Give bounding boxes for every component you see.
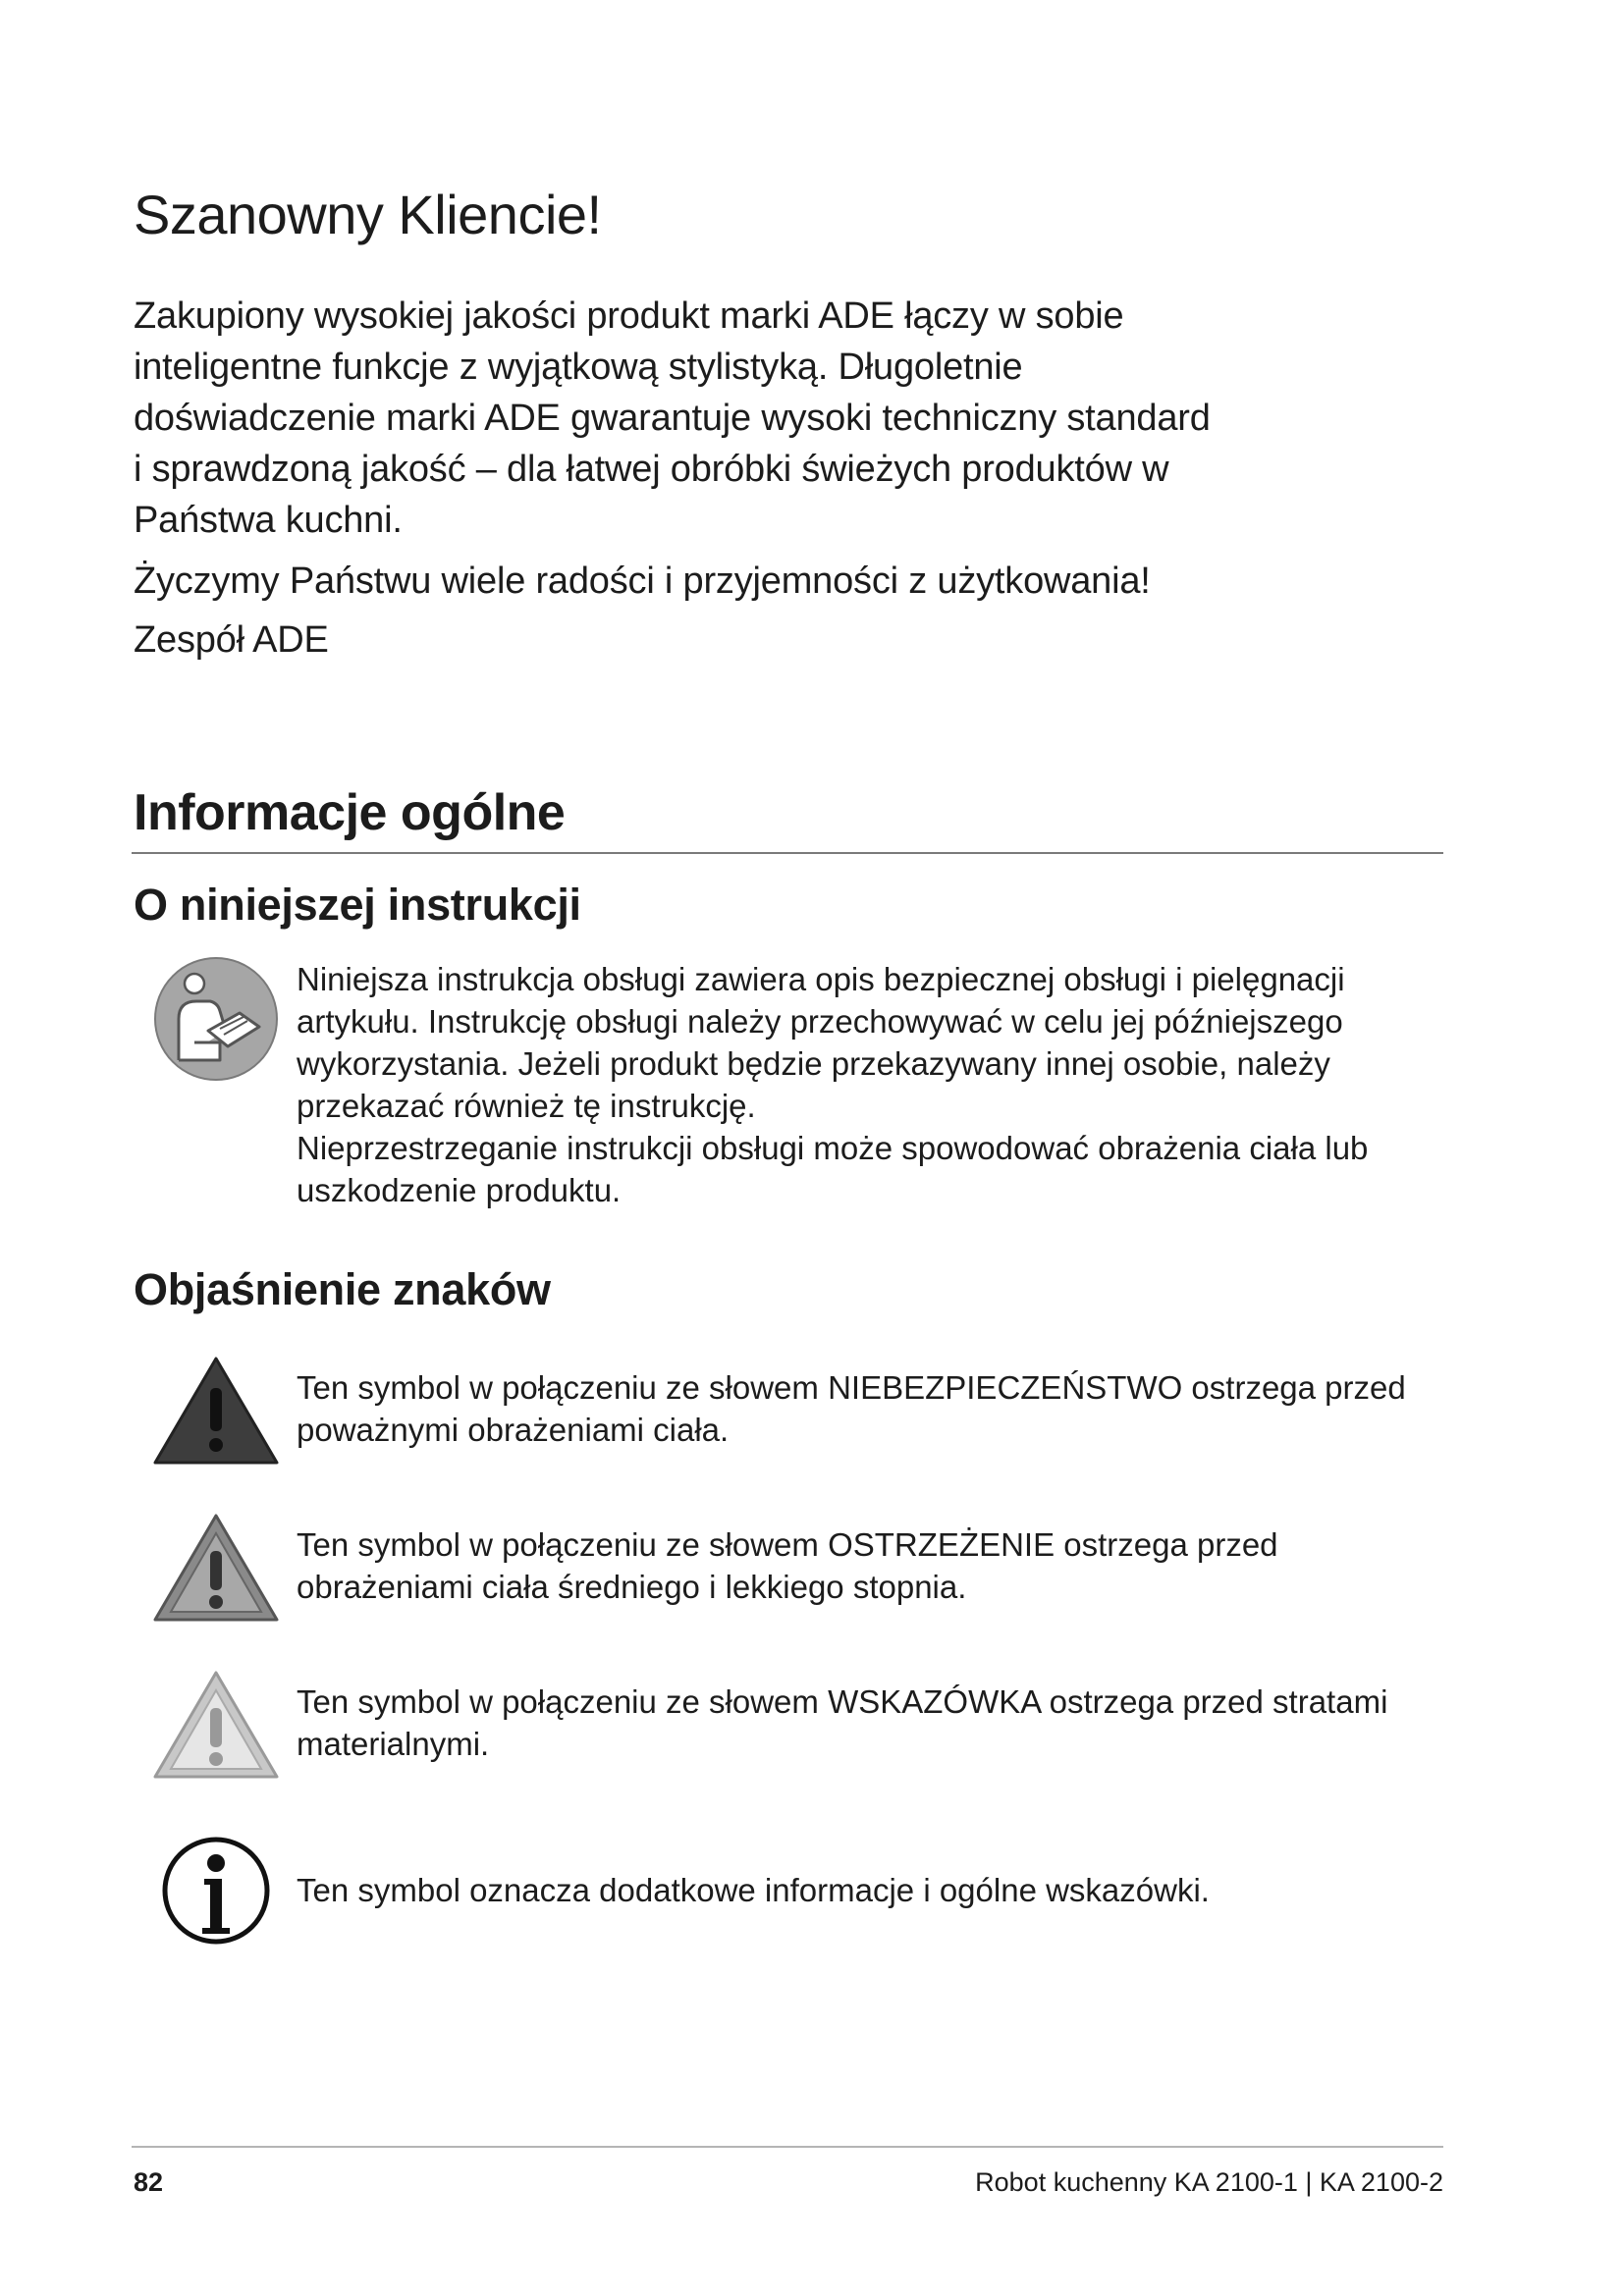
product-name: Robot kuchenny KA 2100-1 | KA 2100-2 — [975, 2167, 1443, 2197]
text-line: wykorzystania. Jeżeli produkt będzie przekazywany innej osobie, należy — [297, 1045, 1330, 1082]
intro-line: Państwa kuchni. — [134, 500, 403, 541]
intro-line: inteligentne funkcje z wyjątkową stylistyką. Długoletnie — [134, 347, 1023, 388]
subheading-symbols: Objaśnienie znaków — [134, 1264, 551, 1314]
intro-text — [134, 291, 1410, 666]
text-line: Ten symbol w połączeniu ze słowem NIEBEZPIECZEŃSTWO ostrzega przed — [297, 1369, 1406, 1406]
notice-triangle-icon — [151, 1669, 281, 1786]
notice-description — [297, 1681, 1455, 1765]
section-heading-general: Informacje ogólne — [134, 784, 566, 841]
text-line: przekazać również tę instrukcję. — [297, 1088, 756, 1124]
footer-divider — [132, 2146, 1443, 2148]
subheading-manual: O niniejszej instrukcji — [134, 880, 581, 930]
text-line: Nieprzestrzeganie instrukcji obsługi może spowodować obrażenia ciała lub — [297, 1130, 1369, 1166]
danger-description — [297, 1366, 1455, 1451]
read-manual-icon — [151, 954, 281, 1089]
warning-triangle-icon — [151, 1512, 281, 1629]
danger-triangle-icon — [151, 1355, 281, 1471]
page-number: 82 — [134, 2167, 164, 2197]
text-line: Ten symbol w połączeniu ze słowem WSKAZÓWKA ostrzega przed stratami — [297, 1683, 1388, 1720]
info-icon — [151, 1834, 281, 1952]
intro-line: doświadczenie marki ADE gwarantuje wysoki techniczny standard — [134, 398, 1211, 439]
text-line: Ten symbol w połączeniu ze słowem OSTRZEŻENIE ostrzega przed — [297, 1526, 1278, 1563]
signature: Zespół ADE — [134, 619, 329, 661]
intro-line: i sprawdzoną jakość – dla łatwej obróbki świeżych produktów w — [134, 449, 1169, 490]
intro-line: Zakupiony wysokiej jakości produkt marki ADE łączy w sobie — [134, 295, 1124, 337]
manual-description — [297, 958, 1455, 1211]
text-line: uszkodzenie produktu. — [297, 1172, 622, 1208]
greeting-title: Szanowny Kliencie! — [134, 184, 602, 245]
warning-description — [297, 1523, 1455, 1608]
text-line: Ten symbol oznacza dodatkowe informacje i ogólne wskazówki. — [297, 1872, 1210, 1908]
text-line: Niniejsza instrukcja obsługi zawiera opis bezpiecznej obsługi i pielęgnacji — [297, 961, 1345, 997]
text-line: artykułu. Instrukcję obsługi należy przechowywać w celu jej późniejszego — [297, 1003, 1343, 1040]
text-line: obrażeniami ciała średniego i lekkiego stopnia. — [297, 1569, 967, 1605]
section-divider — [132, 852, 1443, 854]
info-description — [297, 1869, 1455, 1911]
wish-text: Życzymy Państwu wiele radości i przyjemności z użytkowania! — [134, 561, 1151, 602]
text-line: poważnymi obrażeniami ciała. — [297, 1412, 730, 1448]
text-line: materialnymi. — [297, 1726, 490, 1762]
